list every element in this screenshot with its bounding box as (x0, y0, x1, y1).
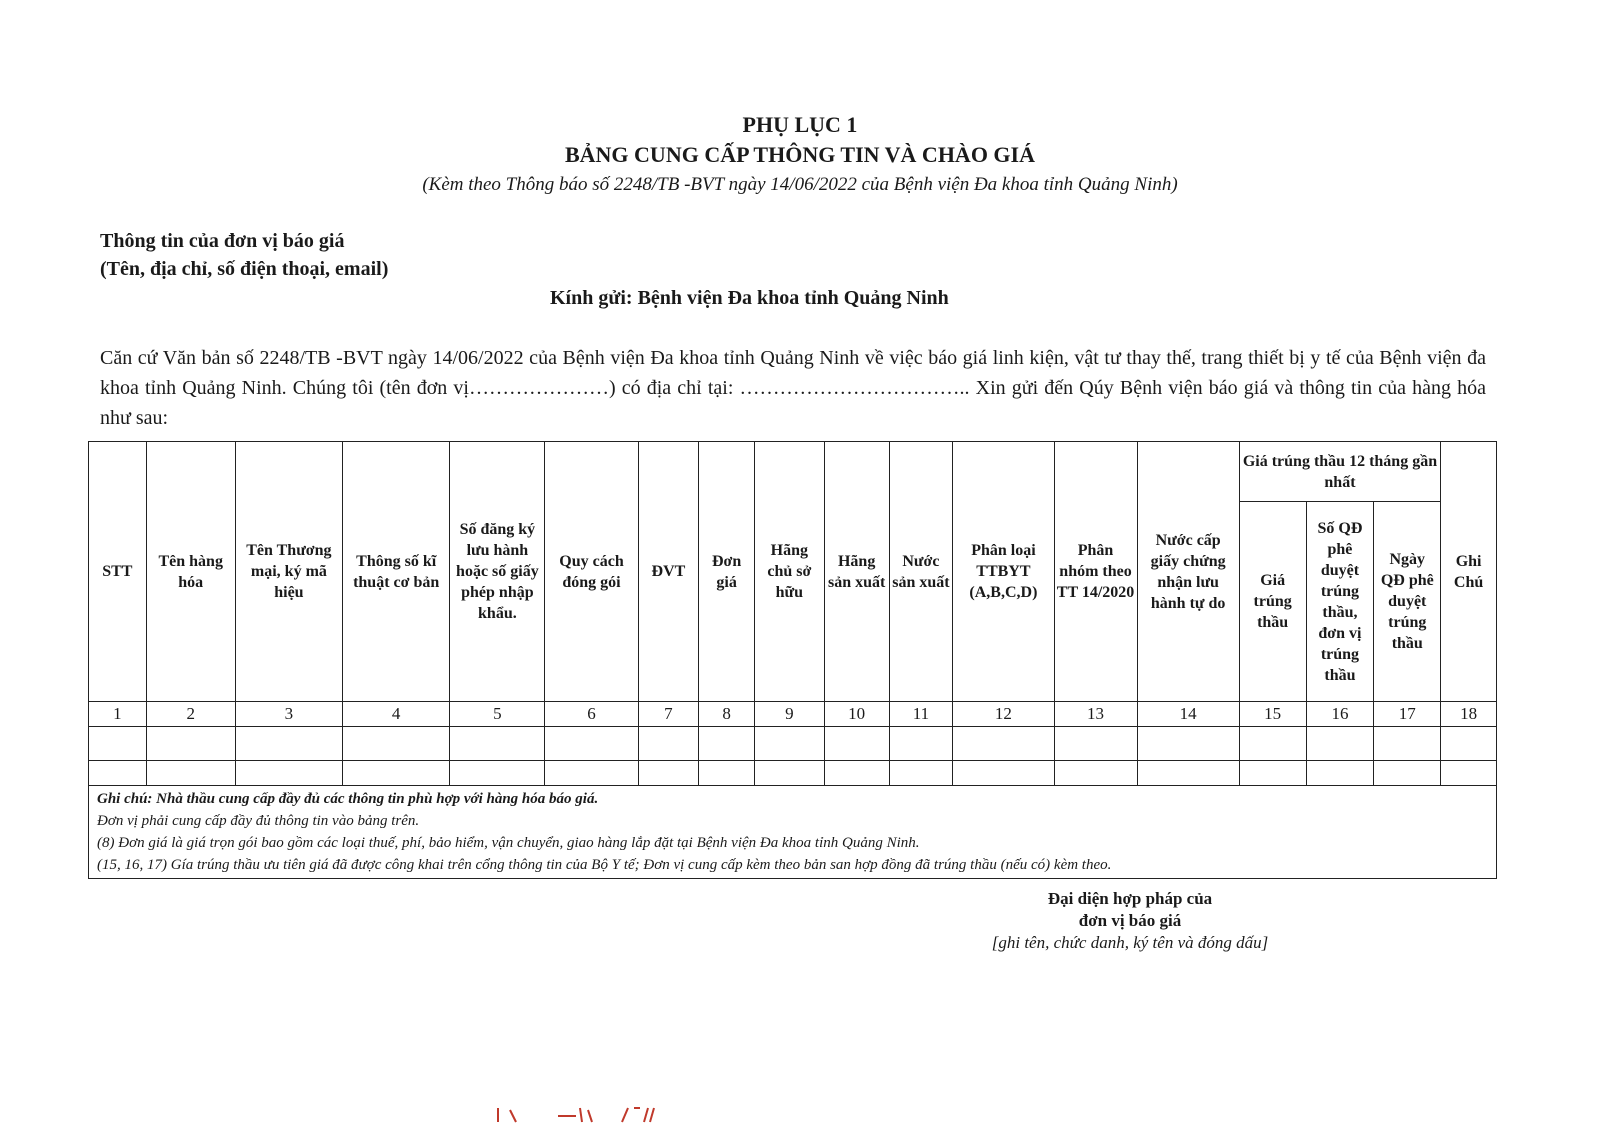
table-cell[interactable] (754, 727, 824, 761)
table-cell[interactable] (1054, 727, 1137, 761)
table-cell[interactable] (699, 727, 755, 761)
note-line-main: Ghi chú: Nhà thầu cung cấp đầy đủ các thông tin phù hợp với hàng hóa báo giá. (97, 791, 599, 807)
notes-row (89, 786, 1497, 879)
column-number: 17 (1374, 702, 1441, 727)
col-header-stt: STT (89, 442, 147, 702)
column-number: 14 (1137, 702, 1239, 727)
table-cell[interactable] (1441, 761, 1497, 786)
table-cell[interactable] (343, 727, 450, 761)
table-cell[interactable] (1306, 727, 1374, 761)
note-line: (8) Đơn giá là giá trọn gói bao gồm các loại thuế, phí, bảo hiểm, vận chuyển, giao hàng lắp đặt tại Bệnh viện Đa khoa tỉnh Quảng Ninh. (97, 835, 920, 851)
column-number: 12 (953, 702, 1054, 727)
col-header-specs: Thông số kĩ thuật cơ bản (343, 442, 450, 702)
table-cell[interactable] (450, 761, 545, 786)
column-number: 13 (1054, 702, 1137, 727)
column-number: 11 (889, 702, 953, 727)
col-header-unit: ĐVT (638, 442, 699, 702)
table-row (89, 761, 1497, 786)
table-cell[interactable] (1441, 727, 1497, 761)
table-cell[interactable] (638, 761, 699, 786)
table-cell[interactable] (1374, 761, 1441, 786)
table-cell[interactable] (953, 727, 1054, 761)
table-cell[interactable] (754, 761, 824, 786)
col-header-decision-number: Số QĐ phê duyệt trúng thầu, đơn vị trúng thầu (1306, 502, 1374, 702)
signature-instruction: [ghi tên, chức danh, ký tên và đóng dấu] (991, 933, 1269, 952)
col-header-unit-price: Đơn giá (699, 442, 755, 702)
column-number: 18 (1441, 702, 1497, 727)
table-cell[interactable] (889, 727, 953, 761)
table-cell[interactable] (638, 727, 699, 761)
document-title: BẢNG CUNG CẤP THÔNG TIN VÀ CHÀO GIÁ (564, 142, 1035, 167)
col-header-trade-name: Tên Thương mại, ký mã hiệu (235, 442, 342, 702)
table-cell[interactable] (1239, 727, 1306, 761)
column-number: 6 (545, 702, 638, 727)
table-cell[interactable] (889, 761, 953, 786)
column-number: 1 (89, 702, 147, 727)
table-cell[interactable] (824, 761, 889, 786)
column-number: 9 (754, 702, 824, 727)
col-header-free-sale-country: Nước cấp giấy chứng nhận lưu hành tự do (1137, 442, 1239, 702)
sender-info-hint: (Tên, địa chỉ, số điện thoại, email) (100, 258, 389, 280)
col-header-decision-date: Ngày QĐ phê duyệt trúng thầu (1374, 502, 1441, 702)
table-cell[interactable] (146, 727, 235, 761)
quotation-table (88, 441, 1497, 879)
table-cell[interactable] (1374, 727, 1441, 761)
col-header-packaging: Quy cách đóng gói (545, 442, 638, 702)
table-cell[interactable] (235, 761, 342, 786)
col-header-country: Nước sản xuất (889, 442, 953, 702)
col-group-header-winning-price: Giá trúng thầu 12 tháng gần nhất (1239, 442, 1440, 502)
column-number-row (89, 702, 1497, 727)
col-header-group: Phân nhóm theo TT 14/2020 (1054, 442, 1137, 702)
table-cell[interactable] (824, 727, 889, 761)
table-cell[interactable] (1137, 727, 1239, 761)
body-paragraph: Căn cứ Văn bản số 2248/TB -BVT ngày 14/06/2022 của Bệnh viện Đa khoa tỉnh Quảng Ninh về việc báo giá linh kiện, vật tư thay thế, trang thiết bị y tế của Bệnh viện đa khoa tỉnh Quảng Ninh. Chúng tôi (tên đơn vị…………………) có địa chỉ tại: …………………………….. Xin gửi đến Qúy Bệnh viện báo giá và thông tin của hàng hóa như sau: (100, 347, 1486, 429)
document-subtitle: (Kèm theo Thông báo số 2248/TB -BVT ngày 14/06/2022 của Bệnh viện Đa khoa tỉnh Quảng Ninh) (422, 174, 1178, 195)
table-cell[interactable] (545, 761, 638, 786)
note-line: Đơn vị phải cung cấp đầy đủ thông tin vào bảng trên. (97, 813, 420, 829)
table-cell[interactable] (450, 727, 545, 761)
column-number: 7 (638, 702, 699, 727)
table-cell[interactable] (343, 761, 450, 786)
recipient-line: Kính gửi: Bệnh viện Đa khoa tỉnh Quảng Ninh (550, 287, 949, 309)
table-cell[interactable] (89, 761, 147, 786)
notes-cell (89, 786, 1497, 879)
table-cell[interactable] (699, 761, 755, 786)
col-header-item-name: Tên hàng hóa (146, 442, 235, 702)
col-header-manufacturer: Hãng sản xuất (824, 442, 889, 702)
col-header-classification: Phân loại TTBYT (A,B,C,D) (953, 442, 1054, 702)
table-cell[interactable] (545, 727, 638, 761)
table-cell[interactable] (1054, 761, 1137, 786)
col-header-notes: Ghi Chú (1441, 442, 1497, 702)
note-line: (15, 16, 17) Gía trúng thầu ưu tiên giá đã được công khai trên cổng thông tin của Bộ Y tế; Đơn vị cung cấp kèm theo bản san hợp đồng đã trúng thầu (nếu có) kèm theo. (97, 857, 1112, 873)
table-cell[interactable] (235, 727, 342, 761)
sender-info-label: Thông tin của đơn vị báo giá (100, 230, 345, 252)
col-header-registration: Số đăng ký lưu hành hoặc số giấy phép nhập khẩu. (450, 442, 545, 702)
signature-title-2: đơn vị báo giá (1078, 911, 1182, 930)
column-number: 10 (824, 702, 889, 727)
table-cell[interactable] (146, 761, 235, 786)
column-number: 15 (1239, 702, 1306, 727)
appendix-label: PHỤ LỤC 1 (742, 112, 858, 137)
table-cell[interactable] (1306, 761, 1374, 786)
table-cell[interactable] (953, 761, 1054, 786)
col-header-winning-price: Giá trúng thầu (1239, 502, 1306, 702)
table-cell[interactable] (89, 727, 147, 761)
column-number: 8 (699, 702, 755, 727)
table-cell[interactable] (1137, 761, 1239, 786)
column-number: 3 (235, 702, 342, 727)
column-number: 5 (450, 702, 545, 727)
column-number: 2 (146, 702, 235, 727)
table-row (89, 727, 1497, 761)
signature-title: Đại diện hợp pháp của (1047, 889, 1213, 908)
column-number: 4 (343, 702, 450, 727)
column-number: 16 (1306, 702, 1374, 727)
red-stamp-fragment (488, 1106, 688, 1124)
col-header-owner: Hãng chủ sở hữu (754, 442, 824, 702)
table-cell[interactable] (1239, 761, 1306, 786)
